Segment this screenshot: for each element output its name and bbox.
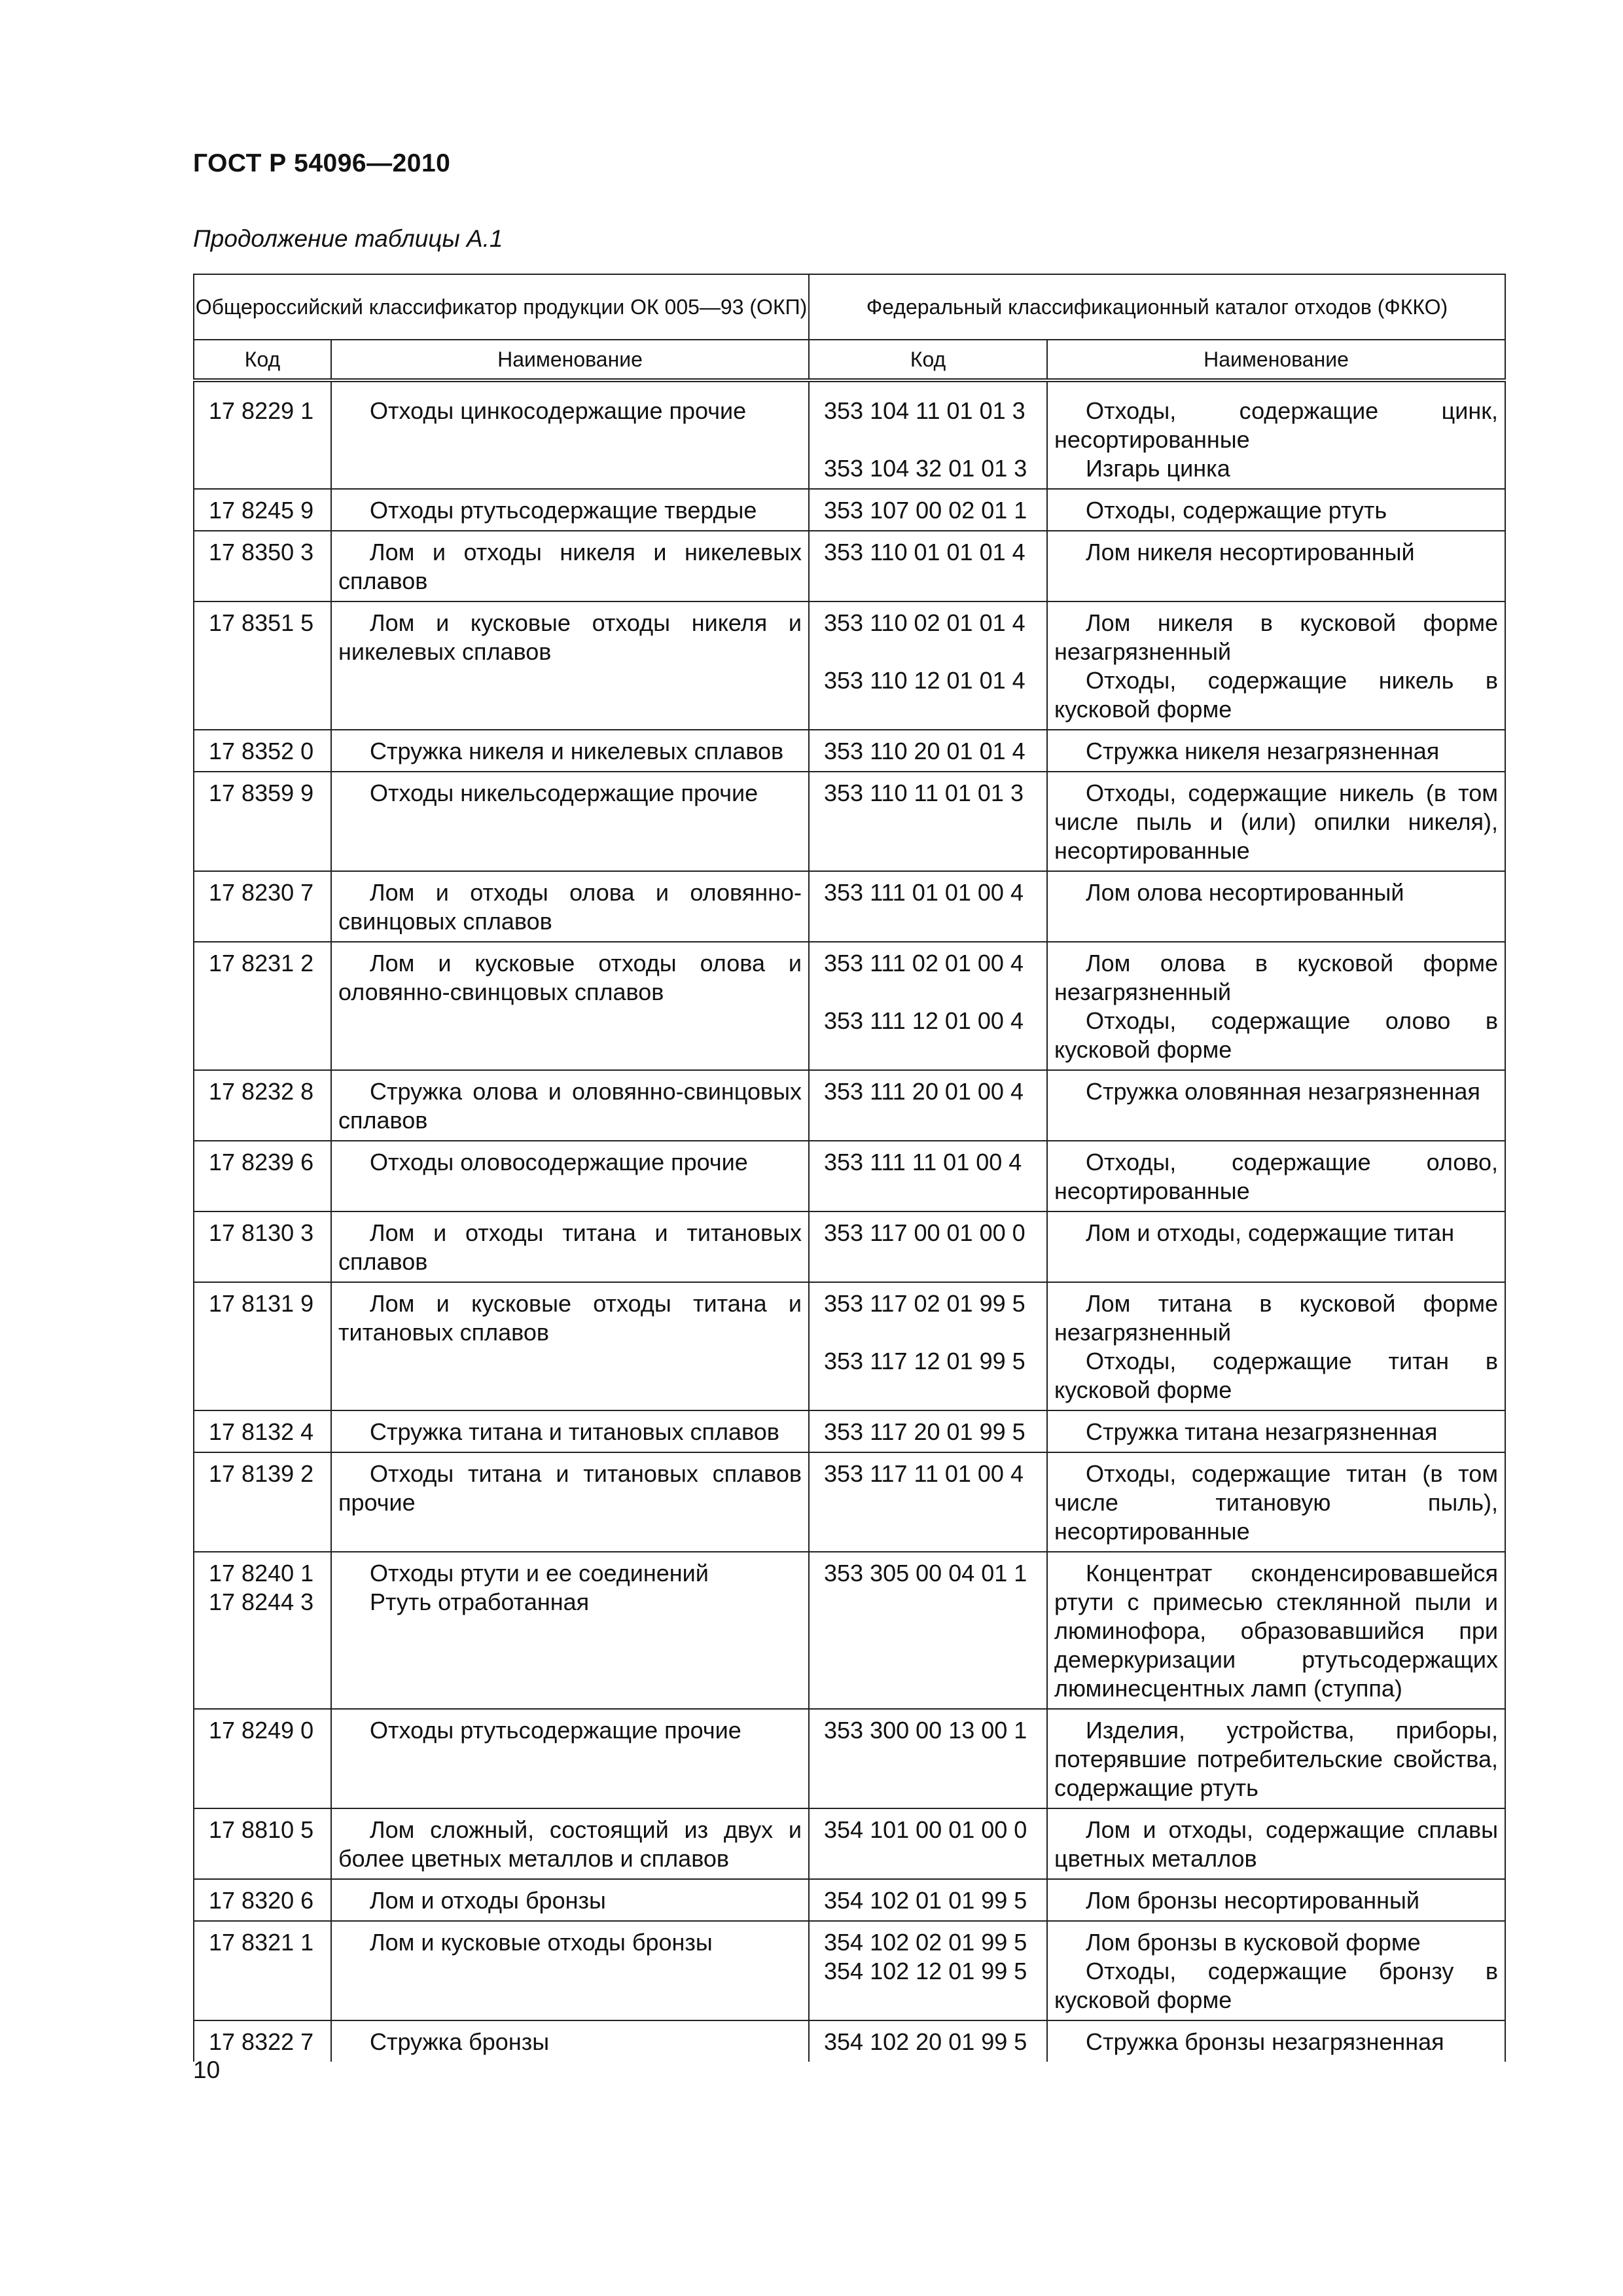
okp-name-cell: [331, 1070, 809, 1141]
fkko-code-cell: [809, 1808, 1047, 1879]
fkko-name: Отходы, содержащие никель (в том числе пыль и (или) опилки никеля), несортированные: [1054, 780, 1499, 864]
table-row: [194, 1410, 1505, 1452]
table-row: [194, 942, 1505, 1070]
okp-code: 17 8249 0: [209, 1717, 314, 1744]
fkko-code-cell: [809, 1552, 1047, 1709]
fkko-code: 353 111 11 01 00 4: [824, 1149, 1022, 1175]
fkko-name: Лом титана в кусковой форме незагрязненный: [1054, 1290, 1499, 1346]
fkko-code-cell: [809, 942, 1047, 1070]
okp-name-cell: [331, 772, 809, 871]
okp-name-cell: [331, 1141, 809, 1211]
okp-code-cell: [194, 1211, 331, 1282]
fkko-name-cell: [1047, 1808, 1505, 1879]
okp-name-cell: [331, 871, 809, 942]
okp-code-cell: [194, 772, 331, 871]
fkko-code-cell: [809, 489, 1047, 531]
okp-code: 17 8230 7: [209, 879, 314, 906]
fkko-name-cell: [1047, 1452, 1505, 1552]
fkko-name-cell: [1047, 1921, 1505, 2020]
okp-name: Лом и отходы никеля и никелевых сплавов: [338, 539, 802, 594]
okp-code: 17 8351 5: [209, 609, 314, 636]
okp-name: Отходы ртутьсодержащие прочие: [370, 1717, 741, 1744]
okp-name-cell: [331, 489, 809, 531]
okp-code: 17 8322 7: [209, 2028, 314, 2055]
table-row: [194, 1211, 1505, 1282]
okp-code-cell: [194, 489, 331, 531]
table-body: [194, 380, 1505, 2062]
fkko-name: Стружка никеля незагрязненная: [1086, 738, 1440, 764]
fkko-name-cell: [1047, 1070, 1505, 1141]
fkko-code-cell: [809, 1282, 1047, 1410]
table-caption: Продолжение таблицы А.1: [193, 225, 503, 252]
fkko-name: Отходы, содержащие титан в кусковой форме: [1054, 1348, 1499, 1403]
okp-name-cell: [331, 1879, 809, 1921]
okp-name: Лом и отходы титана и титановых сплавов: [338, 1219, 802, 1275]
fkko-code-cell: [809, 871, 1047, 942]
fkko-code-header: Код: [809, 340, 1047, 380]
fkko-name: Отходы, содержащие олово, несортированные: [1054, 1149, 1499, 1204]
fkko-code: 353 117 12 01 99 5: [824, 1348, 1026, 1374]
table-row: [194, 1070, 1505, 1141]
fkko-name-cell: [1047, 2020, 1505, 2062]
okp-name: Отходы цинкосодержащие прочие: [370, 397, 747, 424]
fkko-code: 353 117 11 01 00 4: [824, 1460, 1024, 1487]
okp-name: Лом и отходы бронзы: [370, 1887, 606, 1914]
okp-code-cell: [194, 1452, 331, 1552]
fkko-code: 353 111 20 01 00 4: [824, 1078, 1024, 1105]
okp-name: Лом и отходы олова и оловянно-свинцовых сплавов: [338, 879, 802, 935]
fkko-name-cell: [1047, 380, 1505, 489]
table-row: [194, 730, 1505, 772]
okp-name: Лом и кусковые отходы никеля и никелевых сплавов: [338, 609, 802, 665]
fkko-code: 353 110 12 01 01 4: [824, 667, 1026, 694]
fkko-name-cell: [1047, 1141, 1505, 1211]
fkko-code: 354 101 00 01 00 0: [824, 1816, 1027, 1843]
okp-name: Отходы ртутьсодержащие твердые: [370, 497, 757, 524]
fkko-name: Стружка титана незагрязненная: [1086, 1418, 1438, 1445]
okp-group-header: Общероссийский классификатор продукции ОК 005—93 (ОКП): [194, 274, 809, 340]
okp-name-cell: [331, 1709, 809, 1808]
fkko-name: Лом и отходы, содержащие титан: [1086, 1219, 1455, 1246]
okp-code-cell: [194, 1552, 331, 1709]
okp-name: Стружка олова и оловянно-свинцовых сплавов: [338, 1078, 802, 1134]
fkko-group-header: Федеральный классификационный каталог отходов (ФККО): [809, 274, 1505, 340]
table-row: [194, 380, 1505, 489]
okp-code: 17 8320 6: [209, 1887, 314, 1914]
fkko-code: 353 110 20 01 01 4: [824, 738, 1026, 764]
okp-code: 17 8810 5: [209, 1816, 314, 1843]
table-row: [194, 1921, 1505, 2020]
fkko-code-cell: [809, 1921, 1047, 2020]
okp-code: 17 8239 6: [209, 1149, 314, 1175]
fkko-code-cell: [809, 772, 1047, 871]
fkko-name: Лом бронзы несортированный: [1086, 1887, 1420, 1914]
okp-name-header: Наименование: [331, 340, 809, 380]
fkko-code-cell: [809, 1879, 1047, 1921]
okp-name: Отходы оловосодержащие прочие: [370, 1149, 748, 1175]
okp-code-cell: [194, 730, 331, 772]
fkko-code: 353 104 32 01 01 3: [824, 455, 1027, 482]
fkko-code: 353 104 11 01 01 3: [824, 397, 1026, 424]
okp-name-cell: [331, 1552, 809, 1709]
table-row: [194, 531, 1505, 601]
okp-name-cell: [331, 730, 809, 772]
table-row: [194, 1552, 1505, 1709]
fkko-code: 353 110 02 01 01 4: [824, 609, 1026, 636]
okp-name: Лом и кусковые отходы олова и оловянно-свинцовых сплавов: [338, 950, 802, 1005]
okp-name-cell: [331, 1808, 809, 1879]
okp-code: 17 8232 8: [209, 1078, 314, 1105]
fkko-name: Лом олова несортированный: [1086, 879, 1404, 906]
okp-code-cell: [194, 871, 331, 942]
okp-name: Лом и кусковые отходы титана и титановых сплавов: [338, 1290, 802, 1346]
fkko-code: 354 102 20 01 99 5: [824, 2028, 1027, 2055]
okp-name: Стружка титана и титановых сплавов: [370, 1418, 779, 1445]
fkko-code: 353 117 20 01 99 5: [824, 1418, 1026, 1445]
fkko-code-cell: [809, 2020, 1047, 2062]
fkko-name: Лом и отходы, содержащие сплавы цветных металлов: [1054, 1816, 1499, 1872]
okp-code: 17 8240 1: [209, 1560, 314, 1587]
okp-name: Отходы ртути и ее соединений: [370, 1560, 709, 1587]
fkko-code: 353 300 00 13 00 1: [824, 1717, 1027, 1744]
classification-table: [193, 274, 1506, 2062]
fkko-code-cell: [809, 380, 1047, 489]
table-row: [194, 871, 1505, 942]
okp-name-cell: [331, 380, 809, 489]
table-row: [194, 1879, 1505, 1921]
fkko-code: 353 110 01 01 01 4: [824, 539, 1026, 565]
fkko-code-cell: [809, 531, 1047, 601]
fkko-name-cell: [1047, 730, 1505, 772]
fkko-name-cell: [1047, 1709, 1505, 1808]
fkko-name: Отходы, содержащие титан (в том числе титановую пыль), несортированные: [1054, 1460, 1499, 1545]
fkko-name: Лом олова в кусковой форме незагрязненный: [1054, 950, 1499, 1005]
okp-code-cell: [194, 2020, 331, 2062]
okp-code-cell: [194, 1879, 331, 1921]
okp-name: Стружка никеля и никелевых сплавов: [370, 738, 784, 764]
okp-name-cell: [331, 1410, 809, 1452]
okp-code-cell: [194, 1709, 331, 1808]
fkko-name: Отходы, содержащие цинк, несортированные: [1054, 397, 1499, 453]
fkko-code-cell: [809, 1709, 1047, 1808]
table-row: [194, 489, 1505, 531]
fkko-code: 353 111 12 01 00 4: [824, 1007, 1024, 1034]
okp-name: Стружка бронзы: [370, 2028, 550, 2055]
okp-code-cell: [194, 1282, 331, 1410]
fkko-code: 353 107 00 02 01 1: [824, 497, 1027, 524]
fkko-name: Стружка бронзы незагрязненная: [1086, 2028, 1444, 2055]
okp-code: 17 8359 9: [209, 780, 314, 806]
fkko-code: 353 305 00 04 01 1: [824, 1560, 1027, 1587]
fkko-code: 353 117 00 01 00 0: [824, 1219, 1026, 1246]
okp-code-cell: [194, 1141, 331, 1211]
okp-code: 17 8132 4: [209, 1418, 314, 1445]
table-row: [194, 1141, 1505, 1211]
okp-code: 17 8245 9: [209, 497, 314, 524]
okp-code: 17 8231 2: [209, 950, 314, 977]
okp-name-cell: [331, 942, 809, 1070]
fkko-code-cell: [809, 1410, 1047, 1452]
fkko-code: 353 111 02 01 00 4: [824, 950, 1024, 977]
table-row: [194, 601, 1505, 730]
fkko-name: Изгарь цинка: [1086, 455, 1230, 482]
okp-name: Ртуть отработанная: [370, 1588, 590, 1615]
fkko-name-cell: [1047, 772, 1505, 871]
fkko-name-cell: [1047, 1410, 1505, 1452]
okp-name-cell: [331, 1452, 809, 1552]
fkko-code: 353 117 02 01 99 5: [824, 1290, 1026, 1317]
fkko-code-cell: [809, 730, 1047, 772]
fkko-code-cell: [809, 1070, 1047, 1141]
okp-code-cell: [194, 1808, 331, 1879]
fkko-name: Изделия, устройства, приборы, потерявшие потребительские свойства, содержащие ртуть: [1054, 1717, 1499, 1801]
okp-code: 17 8130 3: [209, 1219, 314, 1246]
table-row: [194, 1808, 1505, 1879]
table-row: [194, 2020, 1505, 2062]
fkko-name-cell: [1047, 1211, 1505, 1282]
fkko-name: Отходы, содержащие ртуть: [1086, 497, 1387, 524]
okp-code-cell: [194, 942, 331, 1070]
page-number: 10: [193, 2056, 221, 2083]
fkko-code: 353 110 11 01 01 3: [824, 780, 1024, 806]
fkko-name-cell: [1047, 1282, 1505, 1410]
okp-code: 17 8229 1: [209, 397, 314, 424]
fkko-name: Лом никеля несортированный: [1086, 539, 1415, 565]
okp-name-cell: [331, 601, 809, 730]
okp-code-cell: [194, 601, 331, 730]
okp-name-cell: [331, 1282, 809, 1410]
okp-name-cell: [331, 531, 809, 601]
document-title: ГОСТ Р 54096—2010: [193, 149, 451, 177]
okp-name: Лом и кусковые отходы бронзы: [370, 1929, 713, 1956]
fkko-code-cell: [809, 1141, 1047, 1211]
fkko-name-cell: [1047, 601, 1505, 730]
fkko-name-cell: [1047, 871, 1505, 942]
fkko-code: 354 102 02 01 99 5: [824, 1929, 1027, 1956]
fkko-name-cell: [1047, 1552, 1505, 1709]
table-row: [194, 1452, 1505, 1552]
fkko-name: Концентрат сконденсировавшейся ртути с примесью стеклянной пыли и люминофора, образовавшийся при демеркуризации ртутьсодержащих люминесцентных ламп (ступпа): [1054, 1560, 1499, 1702]
okp-code-cell: [194, 1410, 331, 1452]
fkko-name-cell: [1047, 942, 1505, 1070]
okp-name: Отходы титана и титановых сплавов прочие: [338, 1460, 802, 1516]
okp-code: 17 8139 2: [209, 1460, 314, 1487]
fkko-code-cell: [809, 1211, 1047, 1282]
okp-code: 17 8131 9: [209, 1290, 314, 1317]
okp-code: 17 8352 0: [209, 738, 314, 764]
fkko-name-cell: [1047, 1879, 1505, 1921]
okp-name-cell: [331, 2020, 809, 2062]
fkko-name-cell: [1047, 531, 1505, 601]
table-row: [194, 1282, 1505, 1410]
okp-code: 17 8350 3: [209, 539, 314, 565]
okp-name: Отходы никельсодержащие прочие: [370, 780, 758, 806]
okp-code-cell: [194, 380, 331, 489]
okp-code-header: Код: [194, 340, 331, 380]
okp-name-cell: [331, 1921, 809, 2020]
fkko-code-cell: [809, 1452, 1047, 1552]
fkko-name: Лом бронзы в кусковой форме: [1086, 1929, 1421, 1956]
fkko-code: 353 111 01 01 00 4: [824, 879, 1024, 906]
fkko-name: Отходы, содержащие бронзу в кусковой форме: [1054, 1958, 1499, 2013]
okp-name: Лом сложный, состоящий из двух и более цветных металлов и сплавов: [338, 1816, 802, 1872]
okp-code: 17 8244 3: [209, 1588, 314, 1615]
fkko-name: Отходы, содержащие никель в кусковой форме: [1054, 667, 1499, 723]
fkko-name: Отходы, содержащие олово в кусковой форме: [1054, 1007, 1499, 1063]
fkko-name-cell: [1047, 489, 1505, 531]
fkko-name: Стружка оловянная незагрязненная: [1086, 1078, 1480, 1105]
table-row: [194, 772, 1505, 871]
table-row: [194, 1709, 1505, 1808]
fkko-code-cell: [809, 601, 1047, 730]
fkko-code: 354 102 01 01 99 5: [824, 1887, 1027, 1914]
fkko-name: Лом никеля в кусковой форме незагрязненный: [1054, 609, 1499, 665]
okp-name-cell: [331, 1211, 809, 1282]
okp-code-cell: [194, 1070, 331, 1141]
okp-code-cell: [194, 531, 331, 601]
okp-code: 17 8321 1: [209, 1929, 314, 1956]
fkko-code: 354 102 12 01 99 5: [824, 1958, 1027, 1984]
okp-code-cell: [194, 1921, 331, 2020]
fkko-name-header: Наименование: [1047, 340, 1505, 380]
